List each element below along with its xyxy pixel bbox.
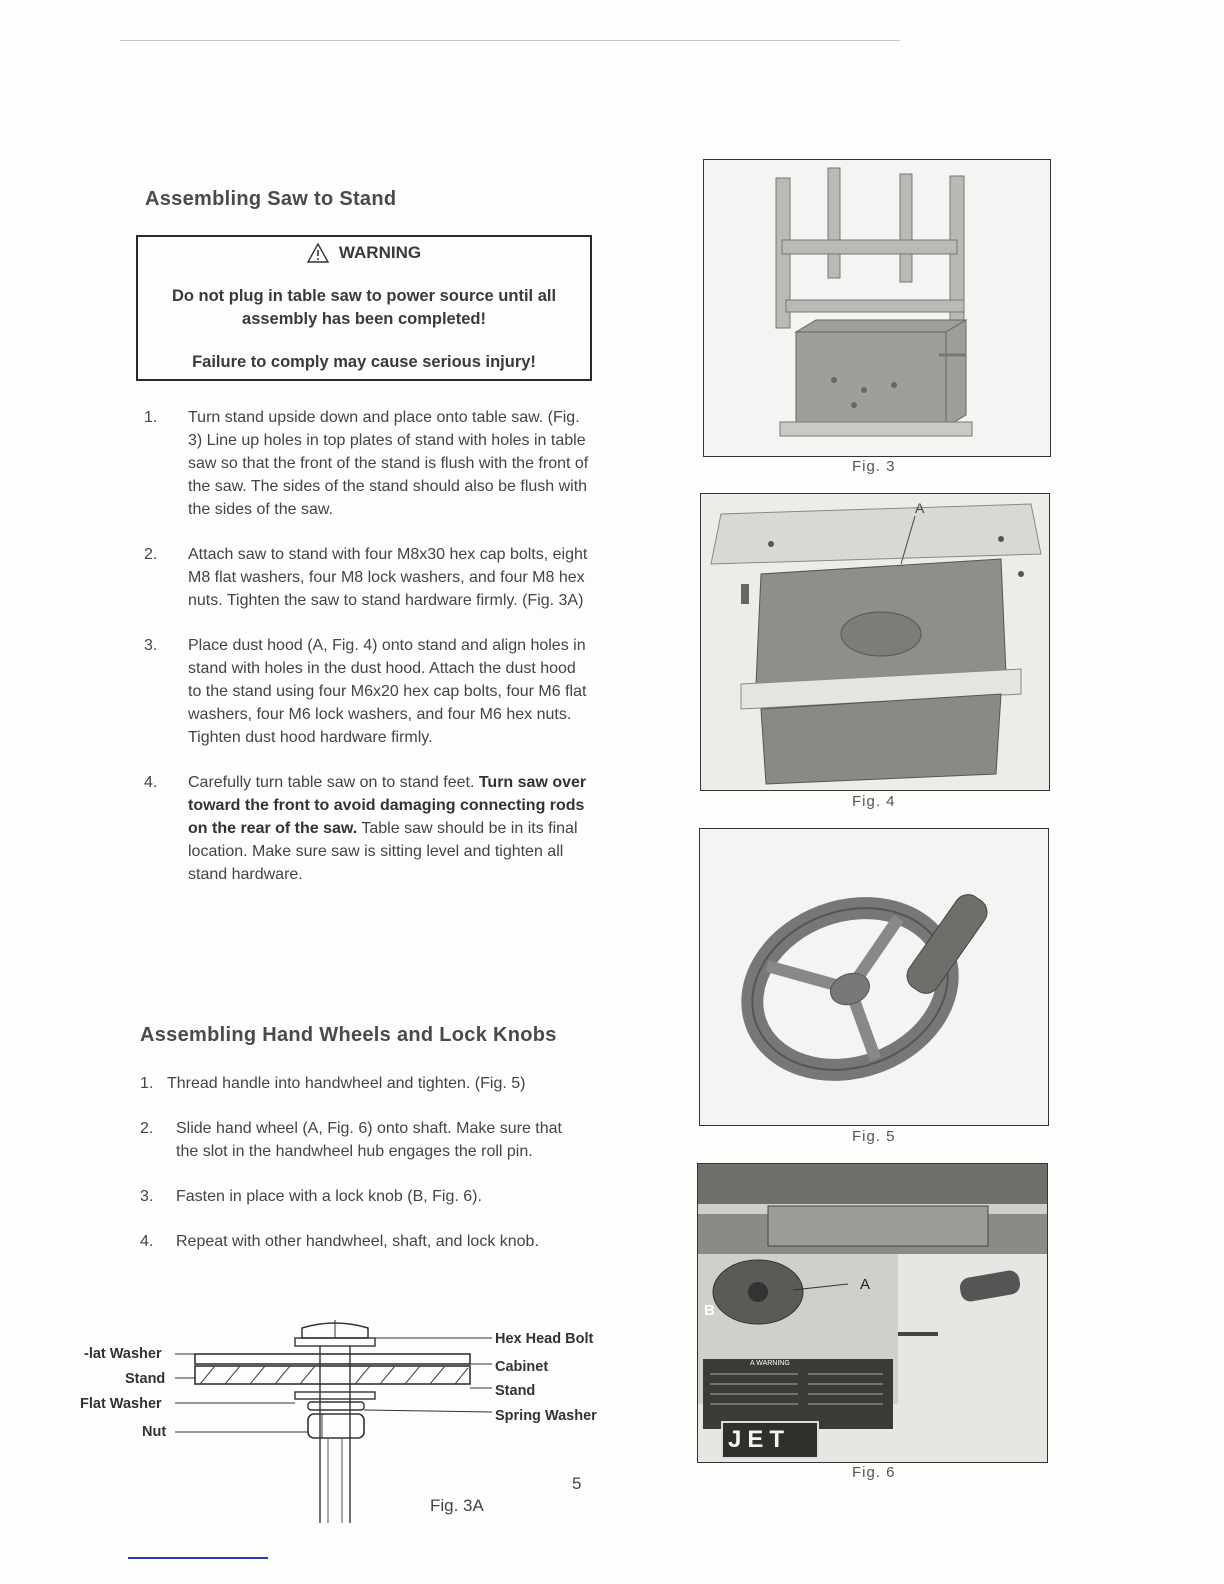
label-stand-left: Stand bbox=[125, 1371, 166, 1387]
fig-5-caption: Fig. 5 bbox=[852, 1128, 896, 1145]
jet-logo: JET bbox=[728, 1426, 791, 1453]
step-number: 4. bbox=[144, 774, 158, 791]
warning-text: Do not plug in table saw to power source until all assembly has been completed! bbox=[171, 287, 557, 328]
list-item bbox=[140, 1072, 580, 1095]
handwheel-illustration bbox=[700, 829, 1048, 1125]
fig-4-caption: Fig. 4 bbox=[852, 793, 896, 810]
fig-3a-caption: Fig. 3A bbox=[430, 1496, 484, 1515]
warning-header bbox=[138, 243, 590, 263]
step-number: 3. bbox=[140, 1188, 154, 1205]
step-number: 4. bbox=[140, 1233, 154, 1250]
step-text: Fasten in place with a lock knob (B, Fig. 6). bbox=[176, 1188, 482, 1205]
label-cabinet: Cabinet bbox=[495, 1359, 549, 1375]
step-number: 2. bbox=[140, 1120, 154, 1137]
fig-6-label-a: A bbox=[860, 1276, 871, 1293]
scan-artifact-bottom bbox=[128, 1557, 268, 1559]
figure-4-image bbox=[700, 493, 1050, 791]
list-item bbox=[140, 1185, 580, 1208]
scan-artifact-top bbox=[120, 40, 900, 41]
label-flat-washer-bottom: Flat Washer bbox=[80, 1396, 162, 1412]
list-item bbox=[140, 1117, 580, 1163]
label-flat-washer-top: -lat Washer bbox=[84, 1346, 162, 1362]
label-nut: Nut bbox=[142, 1424, 167, 1440]
step-text-part: Carefully turn table saw on to stand feet. bbox=[188, 774, 475, 791]
page-number: 5 bbox=[572, 1474, 582, 1493]
step-text: Turn stand upside down and place onto table saw. (Fig. 3) Line up holes in top plates of stand with holes in table saw so that the front of the stand is flush with the front of the saw. The sides of the stand should also be flush with the sides of the saw. bbox=[188, 409, 589, 518]
list-item bbox=[144, 771, 590, 886]
warning-sticker-text: A WARNING bbox=[750, 1360, 790, 1367]
section-title-saw-to-stand: Assembling Saw to Stand bbox=[145, 188, 397, 210]
step-text-emphasis: Turn saw over toward the front to avoid damaging connecting rods on the rear of the saw. bbox=[188, 774, 587, 837]
step-text-part: Table saw should be in its final location. Make sure saw is sitting level and tighten all stand hardware. bbox=[188, 820, 578, 883]
label-hex-head-bolt: Hex Head Bolt bbox=[495, 1331, 594, 1347]
label-stand-right: Stand bbox=[495, 1383, 536, 1399]
handwheel-installed-illustration bbox=[698, 1164, 1047, 1462]
label-spring-washer: Spring Washer bbox=[495, 1408, 597, 1424]
section-title-hand-wheels: Assembling Hand Wheels and Lock Knobs bbox=[140, 1024, 557, 1046]
dust-hood-illustration bbox=[701, 494, 1049, 790]
step-text: Repeat with other handwheel, shaft, and lock knob. bbox=[176, 1233, 539, 1250]
warning-box bbox=[136, 235, 592, 381]
step-text: Place dust hood (A, Fig. 4) onto stand and align holes in stand with holes in the dust hood. Attach the dust hood to the stand using four M6x20 hex cap bolts, four M6 flat washers, four M6 lock washers, and four M6 hex nuts. Tighten dust hood hardware firmly. bbox=[188, 637, 587, 746]
stand-upside-down-illustration bbox=[704, 160, 1050, 456]
step-text bbox=[188, 771, 590, 886]
step-number: 2. bbox=[144, 546, 158, 563]
saw-to-stand-steps bbox=[144, 406, 590, 886]
step-number: 1. bbox=[140, 1075, 154, 1092]
figure-3-image bbox=[703, 159, 1051, 457]
step-number: 1. bbox=[144, 409, 158, 426]
list-item bbox=[144, 634, 590, 749]
figure-5-image bbox=[699, 828, 1049, 1126]
step-number: 3. bbox=[144, 637, 158, 654]
warning-triangle-icon bbox=[307, 243, 329, 263]
step-text: Thread handle into handwheel and tighten. (Fig. 5) bbox=[167, 1075, 526, 1092]
figure-6-image bbox=[697, 1163, 1048, 1463]
step-text: Slide hand wheel (A, Fig. 6) onto shaft. Make sure that the slot in the handwheel hub engages the roll pin. bbox=[176, 1120, 562, 1160]
fig-6-caption: Fig. 6 bbox=[852, 1464, 896, 1481]
fig-3-caption: Fig. 3 bbox=[852, 458, 896, 475]
warning-failure-text: Failure to comply may cause serious injury! bbox=[192, 353, 536, 371]
list-item bbox=[144, 406, 590, 521]
fig-4-label-a: A bbox=[915, 500, 925, 516]
step-text: Attach saw to stand with four M8x30 hex cap bolts, eight M8 flat washers, four M8 lock washers, and four M8 hex nuts. Tighten the saw to stand hardware firmly. (Fig. 3A) bbox=[188, 546, 588, 609]
list-item bbox=[140, 1230, 580, 1253]
hand-wheel-steps bbox=[140, 1072, 580, 1253]
warning-title: WARNING bbox=[338, 243, 422, 262]
list-item bbox=[144, 543, 590, 612]
fig-6-label-b: B bbox=[704, 1302, 715, 1319]
